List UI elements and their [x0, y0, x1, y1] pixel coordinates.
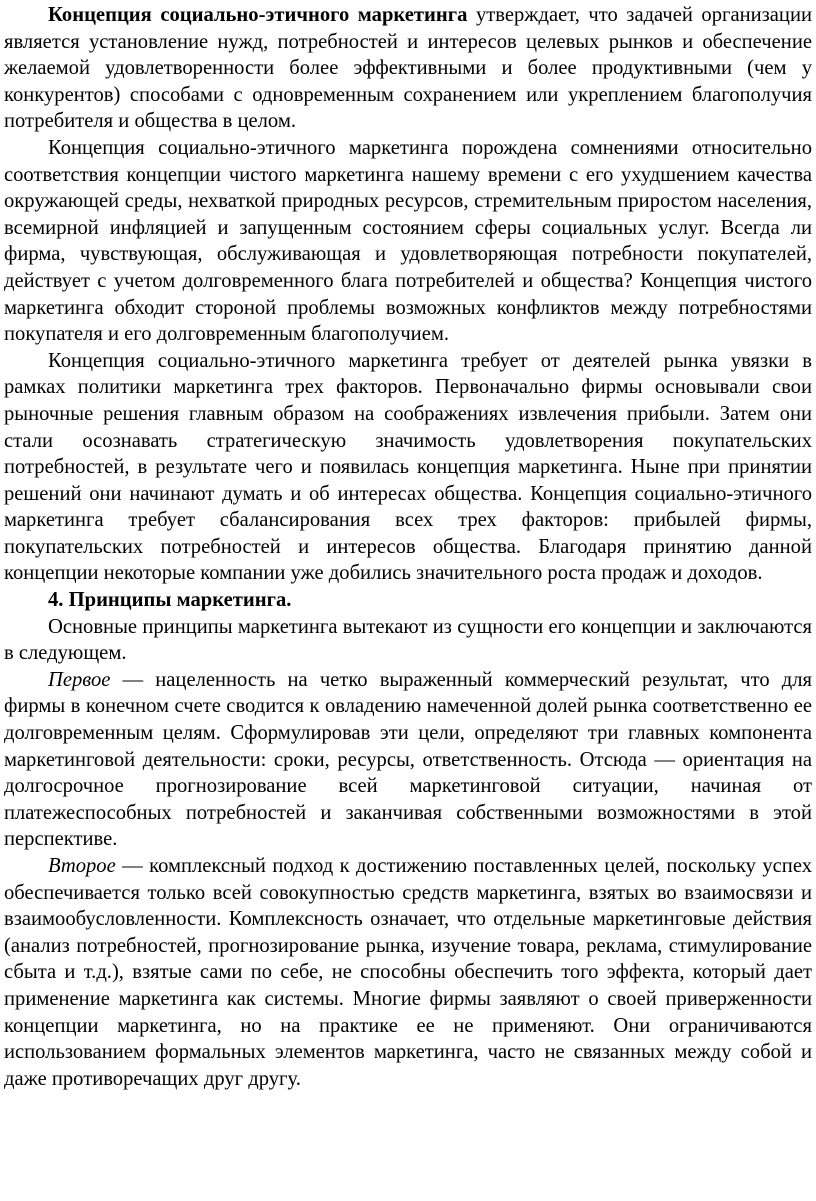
principle-lead-second: Второе [48, 855, 116, 877]
paragraph-text: — нацеленность на четко выраженный коммерческий результат, что для фирмы в конечном счете сводится к овладению намеченной долей рынка соответственно ее долговременным целям. Сформулировав эти цели, определяют три главных компонента маркетинговой деятельности: сроки, ресурсы, ответственность. Отсюда — ориентация на долгосрочное прогнозирование всей маркетинговой ситуации, начиная от платежеспособных потребностей и заканчивая собственными возможностями в этой перспективе. [4, 668, 812, 851]
paragraph-principle-first [4, 667, 812, 853]
paragraph-text: Концепция социально-этичного маркетинга требует от деятелей рынка увязки в рамках политики маркетинга трех факторов. Первоначально фирмы основывали свои рыночные решения главным образом на соображениях извлечения прибыли. Затем они стали осознавать стратегическую значимость удовлетворения покупательских потребностей, в результате чего и появилась концепция маркетинга. Ныне при принятии решений они начинают думать и об интересах общества. Концепция социально-этичного маркетинга требует сбалансирования всех трех факторов: прибылей фирмы, покупательских потребностей и интересов общества. Благодаря принятию данной концепции некоторые компании уже добились значительного роста продаж и доходов. [4, 349, 812, 585]
paragraph-text: — комплексный подход к достижению поставленных целей, поскольку успех обеспечивается только всей совокупностью средств маркетинга, взятых во взаимосвязи и взаимообусловленности. Комплексность означает, что отдельные маркетинговые действия (анализ потребностей, прогнозирование рынка, изучение товара, реклама, стимулирование сбыта и т.д.), взятые сами по себе, не способны обеспечить того эффекта, который дает применение маркетинга как системы. Многие фирмы заявляют о своей приверженности концепции маркетинга, но на практике ее не применяют. Они ограничиваются использованием формальных элементов маркетинга, часто не связанных между собой и даже противоречащих друг другу. [4, 855, 812, 1090]
paragraph-principle-second [4, 853, 812, 1092]
paragraph-origin [4, 135, 812, 348]
paragraph-principles-intro [4, 614, 812, 667]
paragraph-text: Основные принципы маркетинга вытекают из сущности его концепции и заключаются в следующем. [4, 615, 812, 665]
document-page [4, 2, 812, 1092]
paragraph-text: утверждает, что задачей организации является установление нужд, потребностей и интересов целевых рынков и обеспечение желаемой удовлетворенности более эффективными и более продуктивными (чем у конкурентов) способами с одновременным сохранением или укреплением благополучия потребителя и общества в целом. [4, 4, 812, 133]
term-social-ethical-marketing: Концепция социально-этичного маркетинга [48, 4, 468, 26]
paragraph-text: Концепция социально-этичного маркетинга порождена сомнениями относительно соответствия концепции чистого маркетинга нашему времени с его ухудшением качества окружающей среды, нехваткой природных ресурсов, стремительным приростом населения, всемирной инфляцией и запущенным состоянием сферы социальных услуг. Всегда ли фирма, чувствующая, обслуживающая и удовлетворяющая потребности покупателей, действует с учетом долговременного блага потребителей и общества? Концепция чистого маркетинга обходит стороной проблемы возможных конфликтов между потребностями покупателя и его долговременным благополучием. [4, 136, 812, 346]
paragraph-three-factors [4, 348, 812, 587]
principle-lead-first: Первое [48, 668, 111, 691]
section-heading: 4. Принципы маркетинга. [48, 589, 292, 612]
paragraph-social-ethical-definition [4, 2, 812, 135]
